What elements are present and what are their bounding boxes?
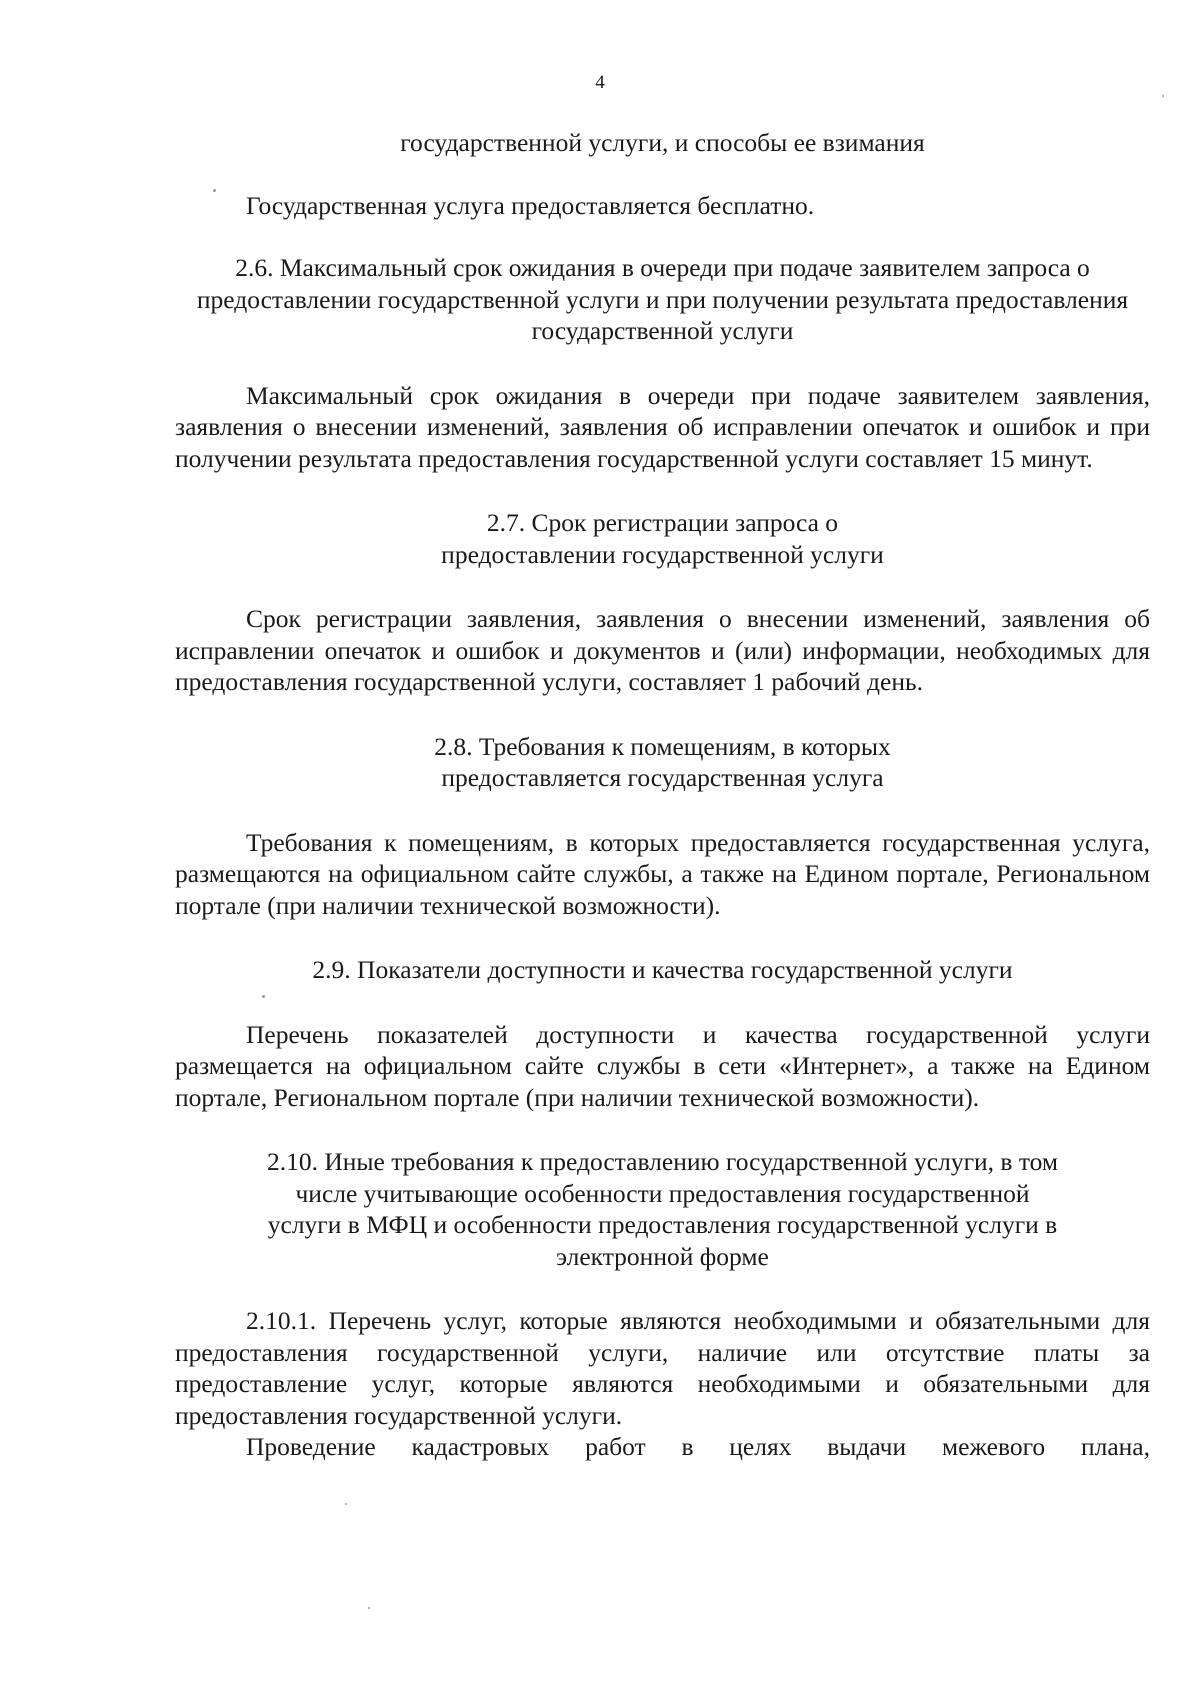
section-2-9-text: Перечень показателей доступности и качества государственной услуги размещается на официальном сайте службы в сети «Интернет», а также на Едином портале, Региональном портале (при наличии технической возможности).	[175, 1019, 1150, 1112]
section-2-10-1-continuation: Проведение кадастровых работ в целях выдачи межевого плана,	[246, 1432, 1150, 1461]
section-2-10-1-text: 2.10.1. Перечень услуг, которые являются необходимыми и обязательными для предоставления государственной услуги, наличие или отсутствие платы за предоставление услуг, которые являются необходимыми и обязательными для предоставления государственной услуги.	[175, 1306, 1150, 1430]
scan-speck	[345, 1503, 347, 1505]
scan-speck	[368, 1607, 370, 1609]
section-2-8-heading: 2.8. Требования к помещениям, в которых предоставляется государственная услуга	[434, 731, 891, 792]
section-2-9-heading: 2.9. Показатели доступности и качества государственной услуги	[312, 955, 1013, 984]
section-2-5-text: Государственная услуга предоставляется бесплатно.	[246, 190, 815, 220]
section-2-7-text: Срок регистрации заявления, заявления о внесении изменений, заявления об исправлении опечаток и ошибок и документов и (или) информации, необходимых для предоставления государственной услуги, составляет 1 рабочий день.	[175, 604, 1150, 696]
section-2-6-text: Максимальный срок ожидания в очереди при подаче заявителем заявления, заявления о внесении изменений, заявления об исправлении опечаток и ошибок и при получении результата предоставления государственной услуги составляет 15 минут.	[175, 380, 1150, 473]
scan-speck	[262, 995, 265, 998]
document-body	[175, 127, 1150, 1463]
section-2-6-heading: 2.6. Максимальный срок ожидания в очереди при подаче заявителем запроса о предоставлении государственной услуги и при получении результата предоставления государственной услуги	[196, 253, 1129, 345]
scan-speck	[213, 189, 216, 192]
page-number: 4	[595, 72, 605, 93]
scan-speck	[1162, 95, 1164, 97]
section-2-5-heading-tail: государственной услуги, и способы ее взимания	[400, 128, 925, 157]
section-2-10-heading: 2.10. Иные требования к предоставлению государственной услуги, в том числе учитывающие особенности предоставления государственной услуги в МФЦ и особенности предоставления государственной услуги в электронной форме	[266, 1147, 1059, 1271]
section-2-8-text: Требования к помещениям, в которых предоставляется государственная услуга, размещаются на официальном сайте службы, а также на Едином портале, Региональном портале (при наличии технической возможности).	[175, 827, 1150, 920]
section-2-7-heading: 2.7. Срок регистрации запроса о предоставлении государственной услуги	[441, 508, 884, 569]
